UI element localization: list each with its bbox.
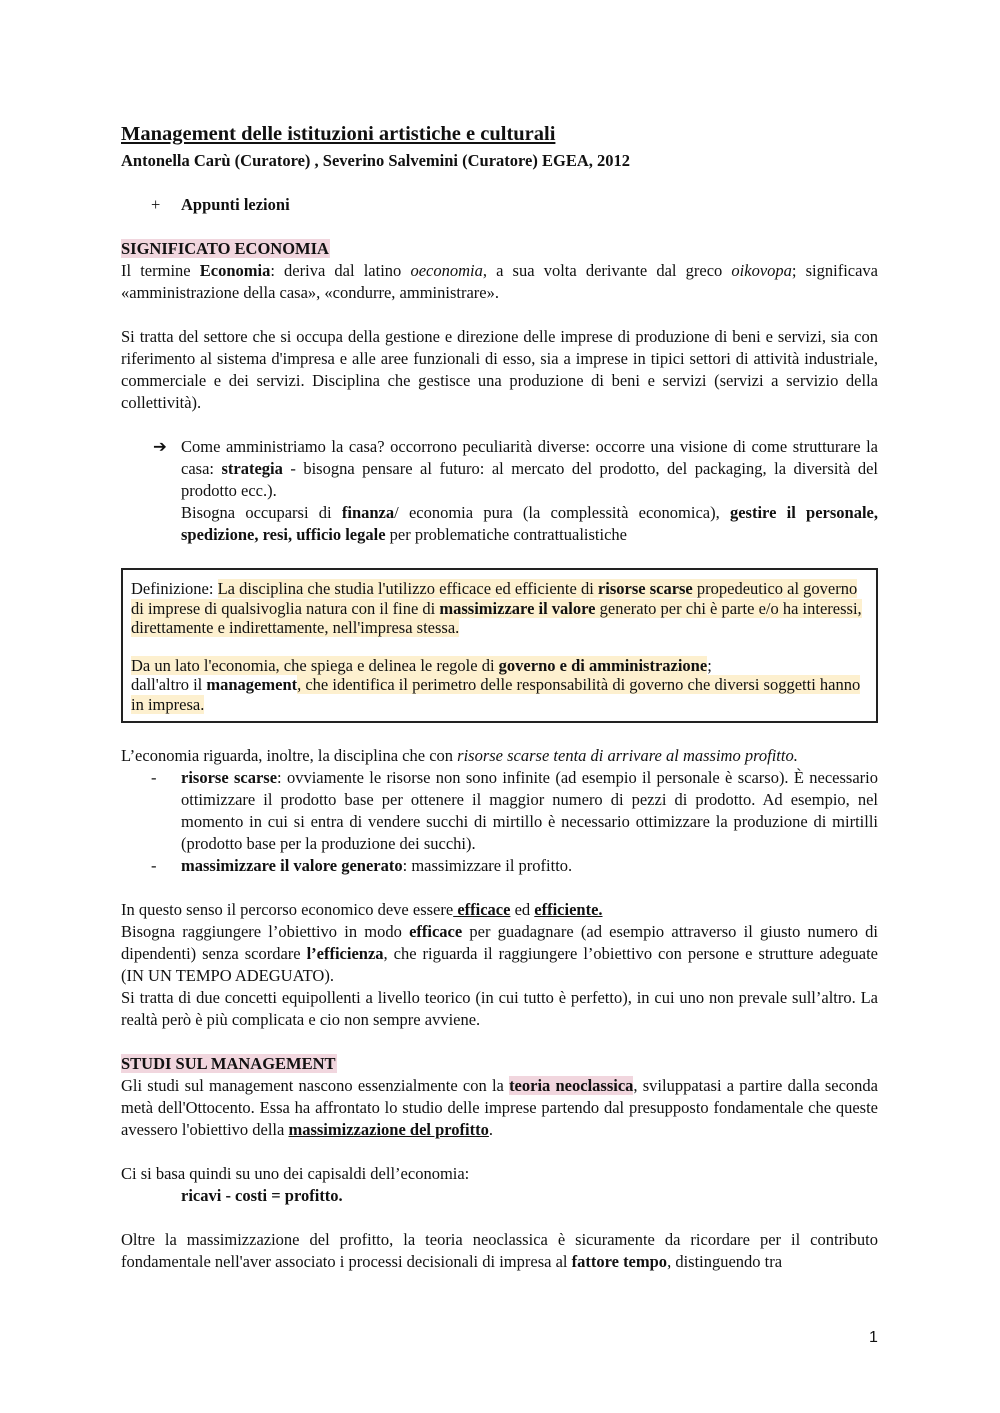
arrow-right-icon: ➔ <box>153 437 167 456</box>
list-item: - massimizzare il valore generato: massimizzare il profitto. <box>151 856 573 875</box>
arrow-list-item <box>121 436 878 546</box>
document-title: Management delle istituzioni artistiche e culturali <box>121 123 556 145</box>
definition-box <box>121 568 878 723</box>
arrow-item-text: Bisogna occuparsi di finanza/ economia pura (la complessità economica), gestire il personale, spedizione, resi, ufficio legale per problematiche contrattualistiche <box>181 503 879 544</box>
notes-bullet-label: Appunti lezioni <box>181 195 290 214</box>
section-heading: STUDI SUL MANAGEMENT <box>121 1054 336 1073</box>
paragraph: Ci si basa quindi su uno dei capisaldi dell’economia: <box>121 1164 470 1183</box>
section-studi-management <box>121 1053 878 1273</box>
document-authors: Antonella Carù (Curatore) , Severino Salvemini (Curatore) EGEA, 2012 <box>121 151 631 170</box>
paragraph: Il termine Economia: deriva dal latino oeconomia, a sua volta derivante dal greco oikovopa; significava «amministrazione della casa», «condurre, amministrare». <box>121 261 878 302</box>
section-heading: SIGNIFICATO ECONOMIA <box>121 239 329 258</box>
arrow-item-text: Come amministriamo la casa? occorrono peculiarità diverse: occorre una visione di come strutturare la casa: strategia - bisogna pensare al futuro: al mercato del prodotto, del packaging, la diversità del prodotto ecc.). <box>181 437 878 500</box>
definition-text: Da un lato l'economia, che spiega e delinea le regole di governo e di amministrazione; dall'altro il management, che identifica il perimetro delle responsabilità di governo che diversi soggetti hanno in impresa. <box>131 655 861 714</box>
dash-list <box>121 767 878 877</box>
page-number: 1 <box>869 1329 878 1346</box>
dash-icon: - <box>151 768 157 787</box>
notes-bullet <box>121 194 878 216</box>
paragraph: In questo senso il percorso economico deve essere efficace ed efficiente. <box>121 900 603 919</box>
paragraph: Gli studi sul management nascono essenzialmente con la teoria neoclassica, sviluppatasi a partire dalla seconda metà dell'Ottocento. Essa ha affrontato lo studio delle imprese partendo dal presupposto fondamentale che queste avessero l'obiettivo della massimizzazione del profitto. <box>121 1076 878 1139</box>
dash-icon: - <box>151 856 157 875</box>
formula: ricavi - costi = profitto. <box>181 1186 343 1205</box>
section-significato-economia <box>121 238 878 546</box>
section-economia-detail <box>121 745 878 1031</box>
document-page <box>121 118 878 1273</box>
plus-icon: + <box>151 195 161 214</box>
paragraph: Si tratta di due concetti equipollenti a livello teorico (in cui tutto è perfetto), in cui uno non prevale sull’altro. La realtà però è più complicata e cio non sempre avviene. <box>121 988 878 1029</box>
paragraph: Si tratta del settore che si occupa della gestione e direzione delle imprese di produzione di beni e servizi, sia con riferimento al sistema d'impresa e alle aree funzionali di esso, sia a imprese in tipici settori di attività industriale, commerciale e dei servizi. Disciplina che gestisce una produzione di beni e servizi (servizi a servizio della collettività). <box>121 327 878 412</box>
paragraph: Bisogna raggiungere l’obiettivo in modo efficace per guadagnare (ad esempio attraverso il giusto numero di dipendenti) senza scordare l’efficienza, che riguarda il raggiungere l’obiettivo con persone e strutture adeguate (IN UN TEMPO ADEGUATO). <box>121 922 878 985</box>
paragraph: Oltre la massimizzazione del profitto, la teoria neoclassica è sicuramente da ricordare per il contributo fondamentale nell'aver associato i processi decisionali di impresa al fattore tempo, distinguendo tra <box>121 1230 878 1271</box>
paragraph: L’economia riguarda, inoltre, la disciplina che con risorse scarse tenta di arrivare al massimo profitto. <box>121 746 798 765</box>
definition-text: Definizione: La disciplina che studia l'utilizzo efficace ed efficiente di risorse scarse propedeutico al governo di imprese di qualsivoglia natura con il fine di massimizzare il valore generato per chi è parte e/o ha interessi, direttamente e indirettamente, nell'impresa stessa. <box>131 579 862 637</box>
list-item: - risorse scarse: ovviamente le risorse non sono infinite (ad esempio il personale è scarso). È necessario ottimizzare il prodotto base per ottenere il maggior numero di pezzi di prodotto. Ad esempio, nel momento in cui si entra di vendere succhi di mirtillo è necessario ottimizzare la produzione di mirtilli (prodotto base per la produzione dei succhi). <box>151 768 878 853</box>
